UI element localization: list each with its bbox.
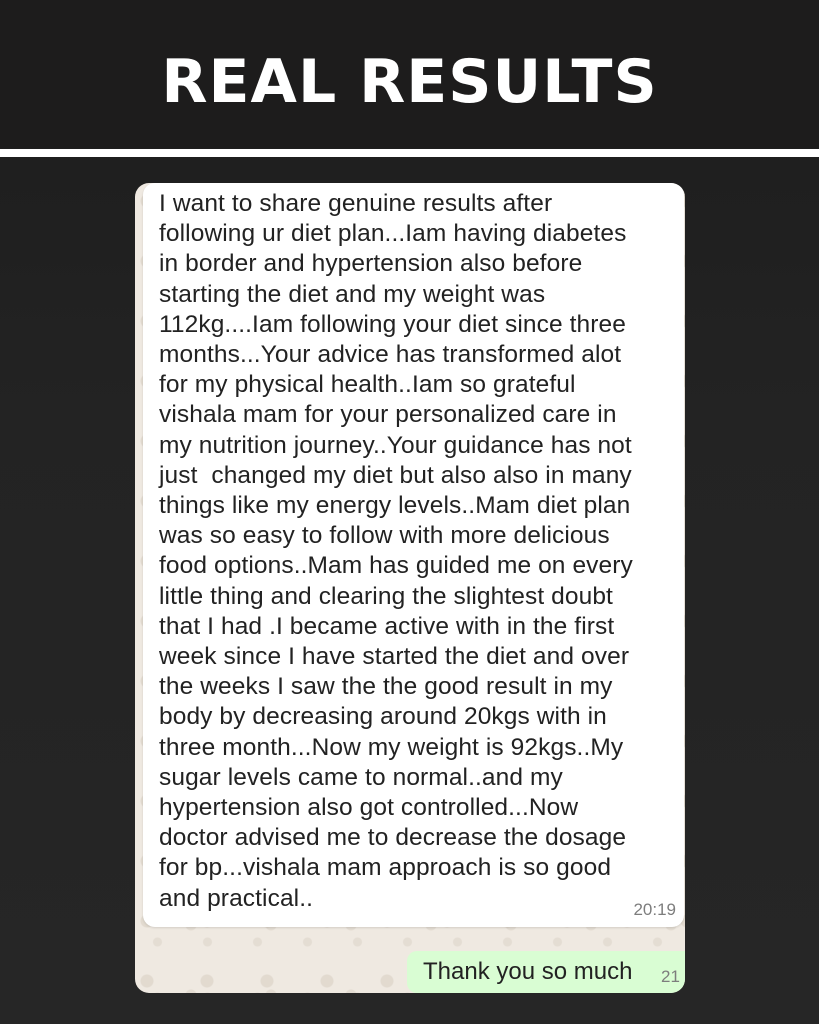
header-divider <box>0 149 819 157</box>
header-banner <box>0 0 819 148</box>
incoming-message-timestamp: 20:19 <box>633 900 676 919</box>
incoming-message-text: I want to share genuine results after following ur diet plan...Iam having diabetes in border and hypertension also before starting the diet and my weight was 112kg....Iam following your diet since three months...Your advice has transformed alot for my physical health..Iam so grateful vishala mam for your personalized care in my nutrition journey..Your guidance has not just changed my diet but also also in many things like my energy levels..Mam diet plan was so easy to follow with more delicious food options..Mam has guided me on every little thing and clearing the slightest doubt that I had .I became active with in the first week since I have started the diet and over the weeks I saw the the good result in my body by decreasing around 20kgs with in three month...Now my weight is 92kgs..My sugar levels came to normal..and my hypertension also got controlled...Now doctor advised me to decrease the dosage for bp...vishala mam approach is so good and practical.. <box>159 190 633 912</box>
incoming-message-bubble[interactable] <box>143 183 684 927</box>
outgoing-message-bubble[interactable] <box>407 951 685 993</box>
outgoing-message-timestamp: 21 <box>661 967 680 986</box>
chat-screenshot <box>135 183 685 993</box>
page-title: REAL RESULTS <box>161 47 658 117</box>
outgoing-message-text: Thank you so much <box>423 958 633 985</box>
